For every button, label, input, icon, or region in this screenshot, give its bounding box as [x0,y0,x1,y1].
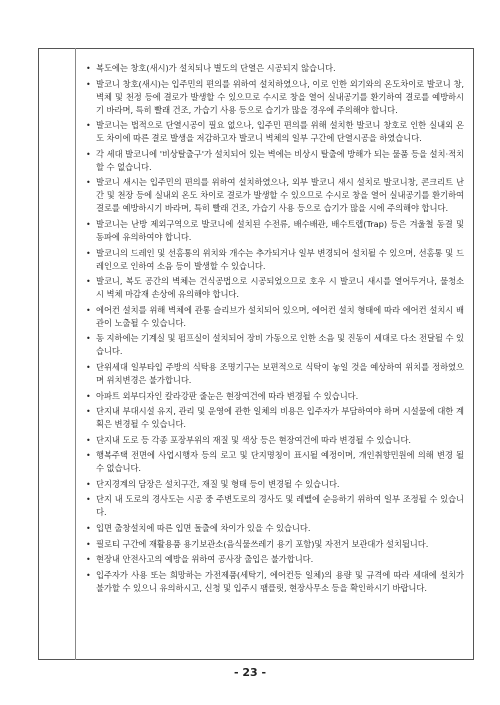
bullet-icon: • [86,451,91,461]
bullet-icon: • [86,524,91,533]
list-item [86,553,464,566]
list-item [86,148,464,174]
item-text: 행복주택 전면에 사업시행자 등의 로고 및 단지명칭이 표시될 예정이며, 개인취향민원에 의해 변경 될 수 없습니다. [96,450,464,474]
bullet-icon: • [86,248,91,258]
item-text: 발코니는 난방 제외구역으로 발코니에 설치된 수전류, 배수배관, 배수트랩(Trap) 등은 겨울철 동결 및 동파에 유의하여야 합니다. [96,219,464,243]
notice-list [86,62,464,595]
bullet-icon: • [86,220,91,230]
item-text: 입면 출창설치에 따른 입면 돌출에 차이가 있을 수 있습니다. [96,523,311,533]
bullet-icon: • [86,305,91,315]
page-number: - 23 - [233,666,267,679]
list-item [86,390,464,403]
list-item [86,405,464,431]
item-text: 단지내 부대시설 유지, 관리 및 운영에 관한 일체의 비용은 입주자가 부담하여야 하며 시설물에 대한 계획은 변경될 수 있습니다. [96,406,464,430]
bullet-icon: • [86,277,91,287]
list-item [86,478,464,491]
list-item [86,332,464,358]
bullet-icon: • [86,391,91,401]
item-text: 발코니, 복도 공간의 벽체는 건식공법으로 시공되었으므로 호우 시 발코니 새시를 열어두거나, 물청소 시 벽체 마감재 손상에 유의해야 합니다. [96,276,464,300]
item-text: 단위세대 일부타입 주방의 식탁용 조명기구는 보편적으로 식탁이 놓일 것을 예상하여 위치를 정하였으며 위치변경은 불가합니다. [96,361,464,386]
bullet-icon: • [86,495,91,505]
bullet-icon: • [86,407,91,417]
bullet-icon: • [86,479,91,489]
item-text: 에어컨 설치를 위해 벽체에 관통 슬리브가 설치되어 있으며, 에어컨 설치 형태에 따라 에어컨 설치시 배관이 노출될 수 있습니다. [96,304,464,328]
item-text: 단지내 도로 등 각종 포장부위의 재질 및 색상 등은 현장여건에 따라 변경될 수 있습니다. [96,434,411,445]
item-text: 아파트 외부디자인 칼라강판 줄눈은 현장여건에 따라 변경될 수 있습니다. [96,390,359,401]
list-item [86,119,464,145]
bullet-icon: • [86,435,91,445]
bullet-icon: • [86,539,91,549]
list-item [86,304,464,330]
list-item [86,176,464,215]
column-divider [75,48,76,660]
bullet-icon: • [86,121,91,131]
list-item [86,62,464,75]
list-item [86,493,464,519]
item-text: 필로티 구간에 재활용품 용기보관소(음식물쓰레기 용기 포함)및 자전거 보관대가 설치됩니다. [96,538,429,549]
bullet-icon: • [86,570,91,580]
bullet-icon: • [86,149,91,159]
list-item [86,218,464,244]
item-text: 동 지하에는 기계실 및 펌프실이 설치되어 장비 가동으로 인한 소음 및 진동이 세대로 다소 전달될 수 있습니다. [96,333,464,357]
notice-content [86,62,464,597]
bullet-icon: • [86,555,91,565]
list-item [86,78,464,117]
list-item [86,275,464,301]
list-item [86,361,464,387]
item-text: 발코니 새시는 입주민의 편의를 위하여 설치하였으나, 외부 발코니 새시 설치로 발코니창, 콘크리트 난간 및 천장 등에 실내외 온도 차이로 결로가 발생할 수 있으므로 수시로 창을 열어 실내공기를 환기하여 결로를 예방하시기 바라며, 특히 빨래 건조, 가습기 사용 등으로 습기가 많을 시에 주의해야 합니다. [96,177,464,214]
item-text: 발코니의 드레인 및 선홈통의 위치와 개수는 추가되거나 일부 변경되어 설치될 수 있으며, 선홈통 및 드레인으로 인하여 소음 등이 발생할 수 있습니다. [96,247,464,271]
list-item [86,522,464,535]
item-text: 발코니는 법적으로 단열시공이 필요 없으나, 입주민 편의를 위해 설치한 발코니 창호로 인한 실내외 온도 차이에 따른 결로 발생을 저감하고자 발코니 벽체의 일부 구간에 단열시공을 하였습니다. [96,120,464,144]
item-text: 각 세대 발코니에 '비상탈출구'가 설치되어 있는 벽에는 비상시 탈출에 방해가 되는 물품 등을 설치·적치할 수 없습니다. [96,148,464,172]
item-text: 단지경계의 담장은 설치구간, 재질 및 형태 등이 변경될 수 있습니다. [96,478,340,489]
bullet-icon: • [86,79,91,89]
list-item [86,449,464,475]
item-text: 입주자가 사용 또는 희망하는 가전제품(세탁기, 에어컨등 일체)의 용량 및 규격에 따라 세대에 설치가 불가할 수 있으니 유의하시고, 신청 및 입주시 팸플릿, 현장사무소 등을 확인하시기 바랍니다. [96,569,464,593]
list-item [86,434,464,447]
item-text: 단지 내 도로의 경사도는 시공 중 주변도로의 경사도 및 레벨에 순응하기 위하여 일부 조정될 수 있습니다. [96,494,464,518]
bullet-icon: • [86,362,91,372]
item-text: 발코니 창호(새시)는 입주민의 편의를 위하여 설치하였으나, 이로 인한 외기와의 온도차이로 발코니 창, 벽체 및 천정 등에 결로가 발생할 수 있으므로 수시로 창을 열어 실내공기를 환기하여 결로를 예방하시기 바라며, 특히 빨래 건조, 가습기 사용 등으로 습기가 많을 경우에 주의해야 합니다. [96,78,464,115]
top-rule [38,48,474,49]
list-item [86,247,464,273]
list-item [86,569,464,595]
bullet-icon: • [86,64,91,73]
list-item [86,538,464,551]
item-text: 현장내 안전사고의 예방을 위하여 공사장 출입은 불가합니다. [96,554,314,565]
bullet-icon: • [86,178,91,188]
bullet-icon: • [86,334,91,344]
item-text: 복도에는 창호(새시)가 설치되나 별도의 단열은 시공되지 않습니다. [96,63,336,73]
